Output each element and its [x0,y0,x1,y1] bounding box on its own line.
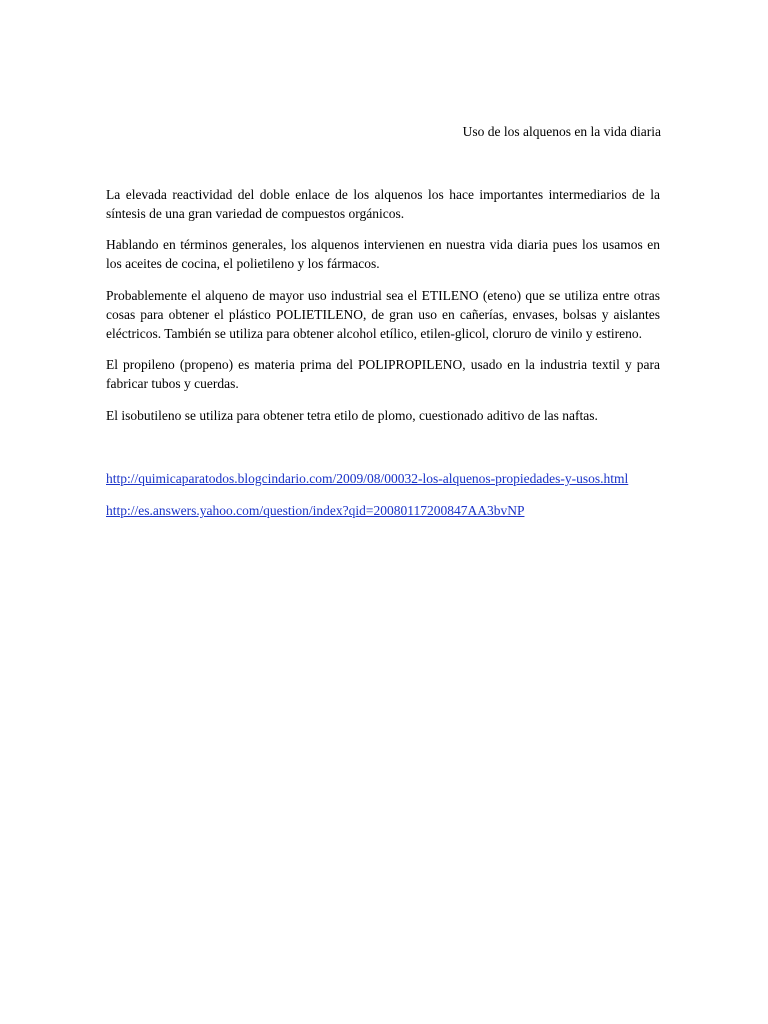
document-title: Uso de los alquenos en la vida diaria [462,124,661,139]
reference-link-yahoo-answers[interactable]: http://es.answers.yahoo.com/question/index?qid=20080117200847AA3bvNP [106,503,525,518]
paragraph-isobutileno: El isobutileno se utiliza para obtener tetra etilo de plomo, cuestionado aditivo de las naftas. [106,408,598,423]
paragraph-propileno: El propileno (propeno) es materia prima del POLIPROPILENO, usado en la industria textil y para fabricar tubos y cuerdas. [106,357,660,391]
reference-link-quimicaparatodos[interactable]: http://quimicaparatodos.blogcindario.com/2009/08/00032-los-alquenos-propiedades-y-usos.html [106,471,629,486]
paragraph-reactividad: La elevada reactividad del doble enlace de los alquenos los hace importantes intermediarios de la síntesis de una gran variedad de compuestos orgánicos. [106,187,660,221]
paragraph-etileno: Probablemente el alqueno de mayor uso industrial sea el ETILENO (eteno) que se utiliza entre otras cosas para obtener el plástico POLIETILENO, de gran uso en cañerías, envases, bolsas y aislantes eléctricos. También se utiliza para obtener alcohol etílico, etilen-glicol, cloruro de vinilo y estireno. [106,288,660,341]
paragraph-vida-diaria: Hablando en términos generales, los alquenos intervienen en nuestra vida diaria pues los usamos en los aceites de cocina, el polietileno y los fármacos. [106,237,660,271]
